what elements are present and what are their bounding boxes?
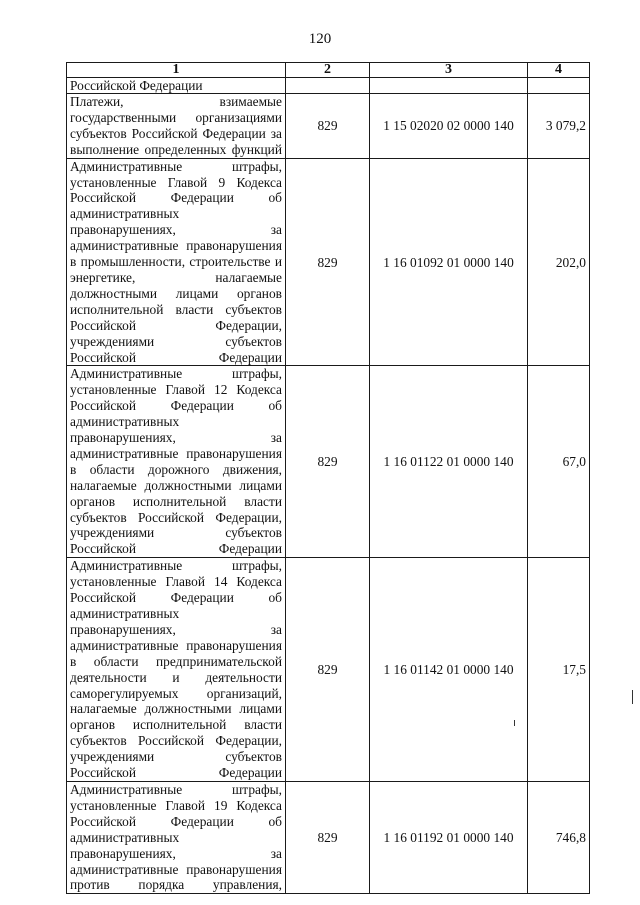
table-row bbox=[67, 781, 590, 893]
revenue-table bbox=[66, 62, 590, 894]
row-kbk-code: 1 16 01192 01 0000 140 bbox=[370, 781, 528, 893]
row-admin-code: 829 bbox=[286, 781, 370, 893]
column-header-2: 2 bbox=[286, 63, 370, 78]
row-kbk-code: 1 15 02020 02 0000 140 bbox=[370, 94, 528, 159]
row-amount: 3 079,2 bbox=[528, 94, 590, 159]
table-row bbox=[67, 558, 590, 782]
row-description: Административные штрафы, установленные Главой 12 Кодекса Российской Федерации об административных правонарушениях, за административные правонарушения в области дорожного движения, налагаемые должностными лицами органов исполнительной власти субъектов Российской Федерации, учреждениями субъектов Российской Федерации bbox=[67, 366, 286, 558]
table-row bbox=[67, 158, 590, 366]
row-kbk-code: 1 16 01142 01 0000 140 bbox=[370, 558, 528, 782]
row-description: Административные штрафы, установленные Главой 19 Кодекса Российской Федерации об административных правонарушениях, за административные правонарушения против порядка управления, bbox=[67, 781, 286, 893]
row-description: Административные штрафы, установленные Главой 9 Кодекса Российской Федерации об административных правонарушениях, за административные правонарушения в промышленности, строительстве и энергетике, налагаемые должностными лицами органов исполнительной власти субъектов Российской Федерации, учреждениями субъектов Российской Федерации bbox=[67, 158, 286, 366]
column-header-1: 1 bbox=[67, 63, 286, 78]
scan-mark bbox=[632, 690, 633, 704]
row-description: Административные штрафы, установленные Главой 14 Кодекса Российской Федерации об административных правонарушениях, за административные правонарушения в области предпринимательской деятельности и деятельности саморегулируемых организаций, налагаемые должностными лицами органов исполнительной власти субъектов Российской Федерации, учреждениями субъектов Российской Федерации bbox=[67, 558, 286, 782]
scan-mark bbox=[514, 720, 515, 726]
table-header-row bbox=[67, 63, 590, 78]
continuation-cell: Российской Федерации bbox=[67, 78, 286, 94]
row-admin-code: 829 bbox=[286, 158, 370, 366]
table-row bbox=[67, 94, 590, 159]
row-admin-code: 829 bbox=[286, 558, 370, 782]
table-row bbox=[67, 78, 590, 94]
row-amount: 17,5 bbox=[528, 558, 590, 782]
row-kbk-code: 1 16 01092 01 0000 140 bbox=[370, 158, 528, 366]
page-number: 120 bbox=[308, 31, 332, 47]
table-row bbox=[67, 366, 590, 558]
row-kbk-code: 1 16 01122 01 0000 140 bbox=[370, 366, 528, 558]
row-admin-code: 829 bbox=[286, 94, 370, 159]
row-amount: 202,0 bbox=[528, 158, 590, 366]
row-amount: 746,8 bbox=[528, 781, 590, 893]
column-header-3: 3 bbox=[370, 63, 528, 78]
row-admin-code: 829 bbox=[286, 366, 370, 558]
row-description: Платежи, взимаемые государственными организациями субъектов Российской Федерации за выполнение определенных функций bbox=[67, 94, 286, 159]
row-amount: 67,0 bbox=[528, 366, 590, 558]
column-header-4: 4 bbox=[528, 63, 590, 78]
